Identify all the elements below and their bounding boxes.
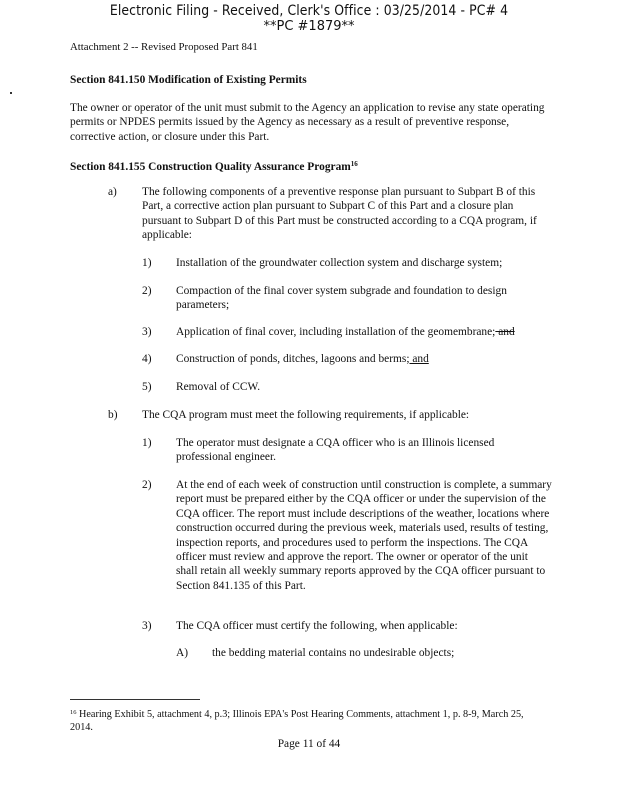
section-841-155-heading	[70, 157, 358, 174]
item-a3-struck-text: and	[495, 326, 515, 338]
item-b3A-text: the bedding material contains no undesirable objects;	[212, 647, 455, 659]
item-b3A-marker: A)	[176, 647, 189, 659]
item-a3-line	[176, 325, 552, 339]
item-a4-line	[176, 352, 552, 366]
item-a2-text: Compaction of the final cover system subgrade and foundation to design parameters;	[176, 285, 507, 312]
section-841-150-body: The owner or operator of the unit must submit to the Agency an application to revise any state operating permits or NPDES permits issued by the Agency as necessary as a result of preventive response, corrective action, or closure under this Part.	[70, 102, 545, 143]
item-a4-marker: 4)	[142, 353, 152, 365]
attachment-header: Attachment 2 -- Revised Proposed Part 841	[70, 41, 258, 53]
scan-speck	[10, 92, 12, 94]
item-b1-text: The operator must designate a CQA officer who is an Illinois licensed professional engineer.	[176, 437, 495, 464]
section-841-155-heading-text: Section 841.155 Construction Quality Assurance Program	[70, 161, 351, 173]
item-b3-text: The CQA officer must certify the following, when applicable:	[176, 620, 458, 632]
item-b-text: The CQA program must meet the following requirements, if applicable:	[142, 409, 470, 421]
footnote-separator	[70, 699, 200, 700]
item-a4-inserted-text: and	[409, 353, 429, 365]
item-b1-marker: 1)	[142, 437, 152, 449]
item-b-marker: b)	[108, 409, 118, 421]
page-number-footer: Page 11 of 44	[277, 738, 341, 750]
item-b2-text: At the end of each week of construction until construction is complete, a summary report must be prepared either by the CQA officer or under the supervision of the CQA officer. The report must include descriptions of the weather, locations where construction occurred during the previous week, materials used, results of testing, inspection reports, and procedures used to perform the inspections. The CQA officer must review and approve the report. The owner or operator of the unit shall retain all weekly summary reports approved by the CQA officer pursuant to Section 841.135 of this Part.	[176, 479, 552, 592]
item-a5-text: Removal of CCW.	[176, 381, 261, 393]
item-a3-text: Application of final cover, including installation of the geomembrane;	[176, 326, 496, 338]
footnote-text: Hearing Exhibit 5, attachment 4, p.3; Illinois EPA's Post Hearing Comments, attachment 1, p. 8-9, March 25, 2014.	[70, 709, 524, 733]
footnote-16	[70, 706, 540, 734]
pc-number: **PC #1879**	[263, 19, 355, 34]
item-b3-marker: 3)	[142, 620, 152, 632]
item-a3-marker: 3)	[142, 326, 152, 338]
item-b2-marker: 2)	[142, 479, 152, 491]
footnote-ref-16: 16	[350, 160, 358, 168]
item-a5-marker: 5)	[142, 381, 152, 393]
item-a-marker: a)	[108, 186, 117, 198]
item-a-text: The following components of a preventive response plan pursuant to Subpart B of this Part, a corrective action plan pursuant to Subpart C of this Part and a closure plan pursuant to Subpart D of this Part must be constructed according to a CQA program, if applicable:	[142, 186, 537, 242]
item-a1-text: Installation of the groundwater collection system and discharge system;	[176, 257, 503, 269]
section-841-150-heading: Section 841.150 Modification of Existing Permits	[70, 74, 307, 86]
item-a1-marker: 1)	[142, 257, 152, 269]
item-a4-text: Construction of ponds, ditches, lagoons and berms;	[176, 353, 410, 365]
electronic-filing-stamp: Electronic Filing - Received, Clerk's Office : 03/25/2014 - PC# 4	[109, 3, 509, 19]
footnote-marker: 16	[70, 709, 77, 716]
item-a2-marker: 2)	[142, 285, 152, 297]
